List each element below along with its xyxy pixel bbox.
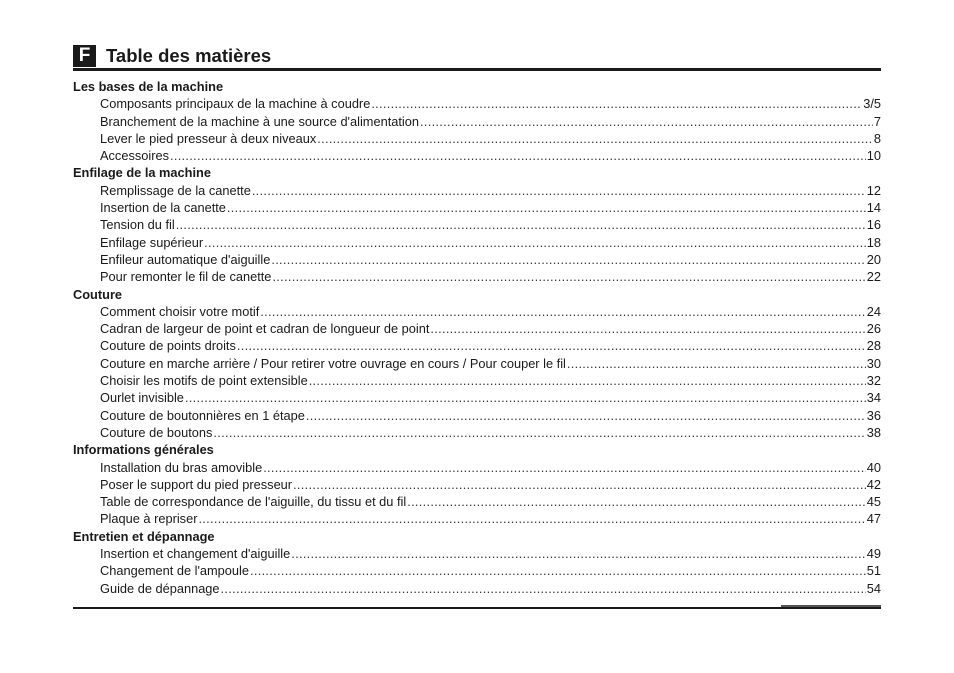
toc-entry-label: Enfilage supérieur bbox=[100, 234, 204, 250]
toc-entry[interactable] bbox=[73, 580, 881, 597]
toc-entry-label: Comment choisir votre motif bbox=[100, 303, 260, 319]
toc-entry-label: Composants principaux de la machine à coudre bbox=[100, 96, 371, 112]
toc-entry[interactable] bbox=[73, 320, 881, 337]
toc-entry-label: Changement de l'ampoule bbox=[100, 563, 249, 579]
dot-leader bbox=[271, 251, 865, 268]
toc-entry-page-number: 49 bbox=[866, 546, 881, 562]
section-heading: Les bases de la machine bbox=[73, 79, 224, 94]
dot-leader bbox=[176, 216, 866, 233]
toc-entry[interactable] bbox=[73, 251, 881, 268]
toc-entry-label: Plaque à repriser bbox=[100, 511, 198, 527]
toc-entry[interactable] bbox=[73, 130, 881, 147]
section-heading: Enfilage de la machine bbox=[73, 165, 211, 181]
toc-entry-label: Accessoires bbox=[100, 148, 169, 164]
toc-entry-page-number: 42 bbox=[866, 476, 881, 492]
toc-entry[interactable] bbox=[73, 182, 881, 199]
toc-entry[interactable] bbox=[73, 510, 881, 527]
toc-entry[interactable] bbox=[73, 459, 881, 476]
dot-leader bbox=[420, 113, 873, 130]
toc-entry[interactable] bbox=[73, 562, 881, 579]
dot-leader bbox=[185, 389, 866, 406]
toc-entry-label: Ourlet invisible bbox=[100, 390, 184, 406]
toc-entry-page-number: 10 bbox=[866, 148, 881, 164]
toc-entry[interactable] bbox=[73, 95, 881, 112]
toc-entry-page-number: 45 bbox=[866, 494, 881, 510]
toc-entry-label: Branchement de la machine à une source d'alimentation bbox=[100, 113, 420, 129]
dot-leader bbox=[272, 268, 865, 285]
toc-entry-label: Enfileur automatique d'aiguille bbox=[100, 251, 271, 267]
language-badge: F bbox=[73, 45, 96, 67]
toc-entry-label: Couture de boutonnières en 1 étape bbox=[100, 407, 305, 423]
dot-leader bbox=[221, 580, 866, 597]
toc-entry-label: Guide de dépannage bbox=[100, 580, 220, 596]
toc-entry-page-number: 38 bbox=[866, 424, 881, 440]
toc-entry-label: Tension du fil bbox=[100, 217, 175, 233]
toc-entry[interactable] bbox=[73, 372, 881, 389]
toc-entry-page-number: 24 bbox=[866, 303, 881, 319]
dot-leader bbox=[170, 147, 866, 164]
dot-leader bbox=[293, 476, 866, 493]
toc-entry-label: Insertion de la canette bbox=[100, 200, 226, 216]
toc-entry[interactable] bbox=[73, 234, 881, 251]
toc-entry[interactable] bbox=[73, 147, 881, 164]
toc-entry-label: Poser le support du pied presseur bbox=[100, 476, 293, 492]
dot-leader bbox=[263, 459, 866, 476]
dot-leader bbox=[252, 182, 866, 199]
dot-leader bbox=[407, 493, 866, 510]
toc-entry-label: Couture de points droits bbox=[100, 338, 236, 354]
toc-entry-label: Remplissage de la canette bbox=[100, 182, 251, 198]
dot-leader bbox=[213, 424, 865, 441]
toc-entry-label: Pour remonter le fil de canette bbox=[100, 269, 272, 285]
toc-entry[interactable] bbox=[73, 476, 881, 493]
section-heading: Couture bbox=[73, 286, 123, 302]
toc-entry[interactable] bbox=[73, 424, 881, 441]
header-divider bbox=[73, 68, 881, 71]
toc-entry[interactable] bbox=[73, 268, 881, 285]
toc-entry[interactable] bbox=[73, 493, 881, 510]
toc-entry[interactable] bbox=[73, 545, 881, 562]
section-heading: Entretien et dépannage bbox=[73, 528, 215, 544]
toc-entry-page-number: 8 bbox=[873, 130, 881, 146]
dot-leader bbox=[291, 545, 866, 562]
toc-entry[interactable] bbox=[73, 216, 881, 233]
toc-entry-label: Lever le pied presseur à deux niveaux bbox=[100, 130, 317, 146]
toc-entry-label: Installation du bras amovible bbox=[100, 459, 263, 475]
toc-entry-page-number: 16 bbox=[866, 217, 881, 233]
dot-leader bbox=[204, 234, 866, 251]
toc-entry-page-number: 51 bbox=[866, 563, 881, 579]
toc-entry-page-number: 20 bbox=[866, 251, 881, 267]
toc-entry[interactable] bbox=[73, 389, 881, 406]
toc-entry-page-number: 30 bbox=[866, 355, 881, 371]
toc-entry[interactable] bbox=[73, 337, 881, 354]
toc-entry-label: Couture en marche arrière / Pour retirer votre ouvrage en cours / Pour couper le fil bbox=[100, 355, 566, 371]
toc-entry-label: Cadran de largeur de point et cadran de longueur de point bbox=[100, 321, 430, 337]
dot-leader bbox=[237, 337, 866, 354]
toc-entry-page-number: 28 bbox=[866, 338, 881, 354]
dot-leader bbox=[309, 372, 866, 389]
dot-leader bbox=[317, 130, 873, 147]
toc-entry[interactable] bbox=[73, 199, 881, 216]
page-title: Table des matières bbox=[106, 45, 272, 66]
toc-entry-label: Table de correspondance de l'aiguille, du tissu et du fil bbox=[100, 494, 407, 510]
toc-entry-page-number: 36 bbox=[866, 407, 881, 423]
dot-leader bbox=[567, 355, 866, 372]
dot-leader bbox=[250, 562, 866, 579]
toc-entry-page-number: 12 bbox=[866, 182, 881, 198]
dot-leader bbox=[227, 199, 866, 216]
dot-leader bbox=[260, 303, 865, 320]
toc-entry[interactable] bbox=[73, 303, 881, 320]
footer-divider bbox=[73, 607, 881, 609]
page-header bbox=[73, 44, 881, 68]
toc-entry-page-number: 32 bbox=[866, 373, 881, 389]
toc-entry[interactable] bbox=[73, 355, 881, 372]
dot-leader bbox=[430, 320, 865, 337]
toc-entry-page-number: 47 bbox=[866, 511, 881, 527]
toc-entry-page-number: 14 bbox=[866, 200, 881, 216]
toc-entry[interactable] bbox=[73, 407, 881, 424]
toc-entry-page-number: 40 bbox=[866, 459, 881, 475]
toc-entry-page-number: 7 bbox=[873, 113, 881, 129]
toc-entry-page-number: 26 bbox=[866, 321, 881, 337]
toc-entry-label: Insertion et changement d'aiguille bbox=[100, 546, 291, 562]
toc-entry-page-number: 54 bbox=[866, 580, 881, 596]
toc-entry[interactable] bbox=[73, 113, 881, 130]
toc-entry-page-number: 3/5 bbox=[863, 96, 881, 112]
dot-leader bbox=[306, 407, 866, 424]
toc-entry-label: Choisir les motifs de point extensible bbox=[100, 373, 308, 389]
toc-entry-page-number: 34 bbox=[866, 390, 881, 406]
toc-entry-page-number: 18 bbox=[866, 234, 881, 250]
dot-leader bbox=[198, 510, 865, 527]
dot-leader bbox=[371, 95, 862, 112]
table-of-contents bbox=[73, 78, 881, 597]
toc-entry-page-number: 22 bbox=[866, 269, 881, 285]
section-heading: Informations générales bbox=[73, 442, 214, 458]
toc-entry-label: Couture de boutons bbox=[100, 424, 213, 440]
